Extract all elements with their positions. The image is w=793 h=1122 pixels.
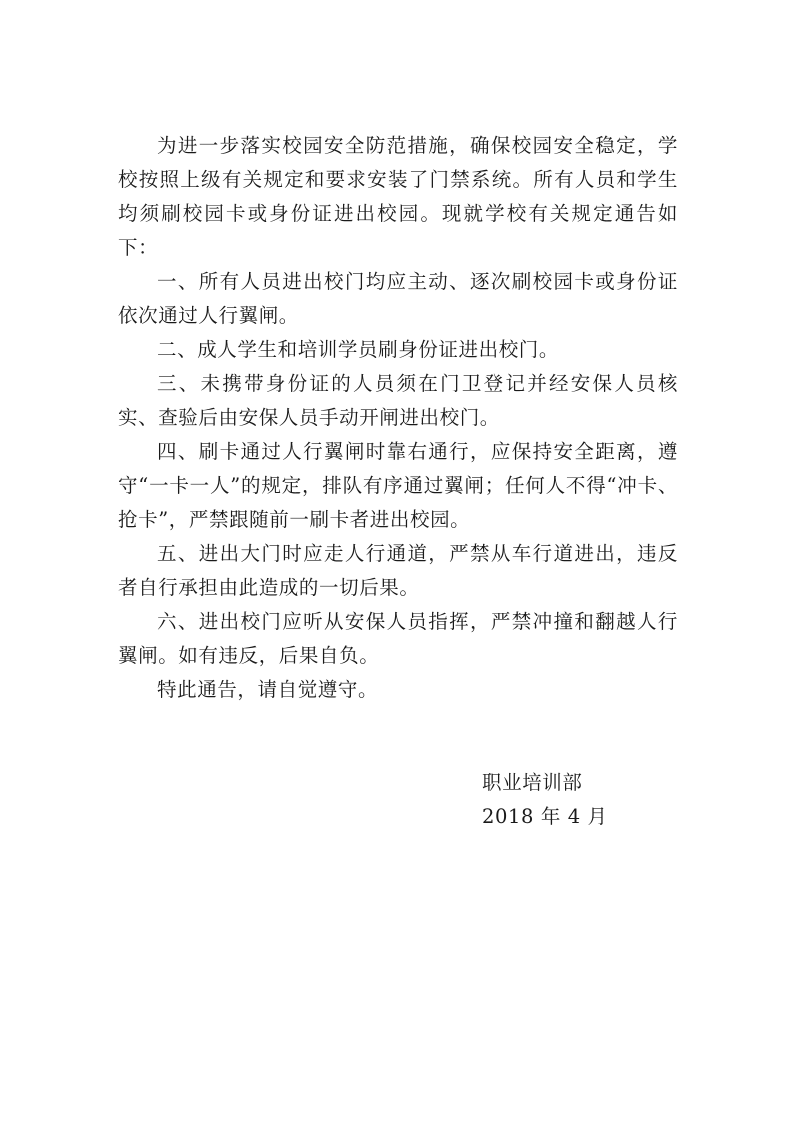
rule-3-paragraph: 三、未携带身份证的人员须在门卫登记并经安保人员核实、查验后由安保人员手动开闸进出校门。 xyxy=(118,372,678,429)
signature-department: 职业培训部 xyxy=(482,771,583,794)
intro-paragraph: 为进一步落实校园安全防范措施，确保校园安全稳定，学校按照上级有关规定和要求安装了门禁系统。所有人员和学生均须刷校园卡或身份证进出校园。现就学校有关规定通告如下： xyxy=(118,134,678,259)
rule-6-paragraph: 六、进出校门应听从安保人员指挥，严禁冲撞和翻越人行翼闸。如有违反，后果自负。 xyxy=(118,610,678,667)
rule-1-paragraph: 一、所有人员进出校门均应主动、逐次刷校园卡或身份证依次通过人行翼闸。 xyxy=(118,270,678,327)
rule-2-paragraph: 二、成人学生和培训学员刷身份证进出校门。 xyxy=(157,338,560,361)
closing-paragraph: 特此通告，请自觉遵守。 xyxy=(157,678,379,701)
signature-block xyxy=(482,766,608,834)
notice-body xyxy=(118,129,678,707)
signature-date: 2018 年 4 月 xyxy=(482,805,608,828)
rule-4-paragraph: 四、刷卡通过人行翼闸时靠右通行，应保持安全距离，遵守“一卡一人”的规定，排队有序通过翼闸；任何人不得“冲卡、抢卡”，严禁跟随前一刷卡者进出校园。 xyxy=(118,440,678,531)
rule-5-paragraph: 五、进出大门时应走人行通道，严禁从车行道进出，违反者自行承担由此造成的一切后果。 xyxy=(118,542,678,599)
